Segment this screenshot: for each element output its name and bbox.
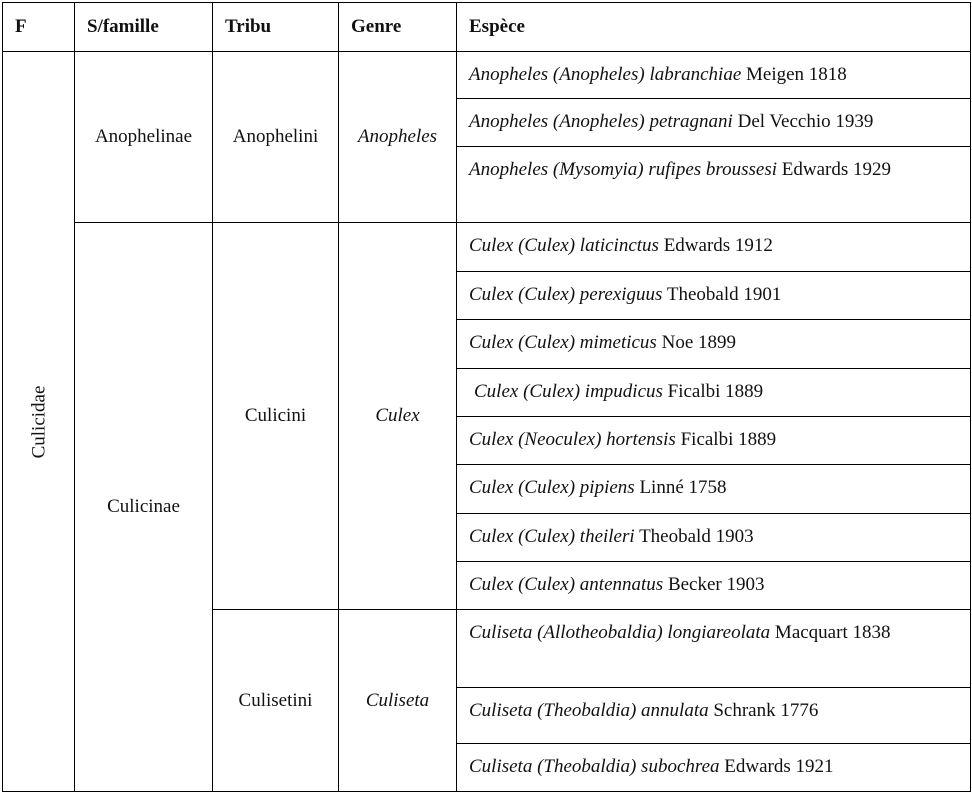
sous-famille-label: Culicinae bbox=[107, 496, 180, 518]
espece-cell bbox=[457, 562, 971, 610]
espece-cell bbox=[457, 513, 971, 561]
genre-label: Anopheles bbox=[357, 126, 438, 148]
espece-name: Anopheles (Anopheles) petragnani bbox=[469, 111, 733, 133]
sous-famille-label: Anophelinae bbox=[94, 126, 193, 148]
espece-name: Anopheles (Anopheles) labranchiae bbox=[469, 64, 742, 85]
genre-cell bbox=[339, 52, 457, 223]
espece-name: Culex (Neoculex) hortensis bbox=[469, 428, 676, 450]
espece-name: Culex (Culex) perexiguus bbox=[469, 283, 663, 305]
famille-label: Culicidae bbox=[28, 385, 50, 458]
espece-cell bbox=[457, 465, 971, 513]
espece-name: Anopheles (Mysomyia) rufipes broussesi bbox=[469, 158, 777, 180]
espece-name: Culex (Culex) mimeticus bbox=[469, 332, 657, 354]
espece-author: Ficalbi 1889 bbox=[662, 380, 764, 402]
espece-name: Culex (Culex) antennatus bbox=[469, 574, 664, 596]
header-genre: Genre bbox=[339, 3, 457, 52]
espece-author: Becker 1903 bbox=[663, 574, 765, 596]
espece-cell bbox=[457, 223, 971, 271]
espece-author: Del Vecchio 1939 bbox=[732, 111, 874, 133]
espece-author: Theobald 1901 bbox=[662, 283, 782, 305]
genre-label: Culex bbox=[375, 405, 420, 427]
espece-author: Edwards 1929 bbox=[777, 158, 891, 180]
espece-cell bbox=[457, 610, 971, 688]
espece-author: Edwards 1912 bbox=[658, 235, 773, 257]
genre-label: Culiseta bbox=[365, 689, 430, 711]
espece-author: Ficalbi 1889 bbox=[675, 428, 777, 450]
famille-cell bbox=[3, 52, 75, 792]
taxonomy-table bbox=[2, 2, 971, 792]
espece-cell bbox=[457, 368, 971, 416]
tribu-cell bbox=[213, 52, 339, 223]
espece-name: Culex (Culex) theileri bbox=[469, 525, 635, 547]
espece-cell bbox=[457, 688, 971, 743]
espece-cell bbox=[457, 416, 971, 464]
tribu-label: Culisetini bbox=[238, 689, 313, 711]
tribu-cell bbox=[213, 223, 339, 610]
header-row bbox=[3, 3, 971, 52]
espece-cell bbox=[457, 146, 971, 223]
espece-name: Culex (Culex) laticinctus bbox=[469, 235, 659, 257]
espece-author: Linné 1758 bbox=[634, 477, 727, 499]
espece-author: Schrank 1776 bbox=[708, 700, 819, 722]
table-row bbox=[3, 223, 971, 271]
espece-author: Meigen 1818 bbox=[741, 64, 847, 85]
espece-cell bbox=[457, 271, 971, 319]
tribu-label: Culicini bbox=[244, 405, 307, 427]
tribu-cell bbox=[213, 610, 339, 792]
espece-cell bbox=[457, 743, 971, 791]
espece-author: Edwards 1921 bbox=[719, 755, 834, 777]
espece-author: Noe 1899 bbox=[656, 332, 736, 354]
header-espece: Espèce bbox=[457, 3, 971, 52]
table-row bbox=[3, 52, 971, 99]
espece-name: Culex (Culex) impudicus bbox=[474, 380, 663, 402]
genre-cell bbox=[339, 223, 457, 610]
header-tribu: Tribu bbox=[213, 3, 339, 52]
espece-cell bbox=[457, 99, 971, 146]
tribu-label: Anophelini bbox=[232, 126, 319, 148]
espece-cell bbox=[457, 320, 971, 368]
espece-name: Culiseta (Theobaldia) subochrea bbox=[469, 755, 720, 777]
espece-cell bbox=[457, 52, 971, 99]
espece-author: Theobald 1903 bbox=[634, 525, 754, 547]
header-f: F bbox=[3, 3, 75, 52]
espece-name: Culex (Culex) pipiens bbox=[469, 477, 635, 499]
header-sous-famille: S/famille bbox=[75, 3, 213, 52]
sous-famille-cell bbox=[75, 52, 213, 223]
espece-author: Macquart 1838 bbox=[770, 622, 891, 644]
genre-cell bbox=[339, 610, 457, 792]
espece-name: Culiseta (Allotheobaldia) longiareolata bbox=[469, 622, 771, 644]
sous-famille-cell bbox=[75, 223, 213, 792]
espece-name: Culiseta (Theobaldia) annulata bbox=[469, 700, 709, 722]
